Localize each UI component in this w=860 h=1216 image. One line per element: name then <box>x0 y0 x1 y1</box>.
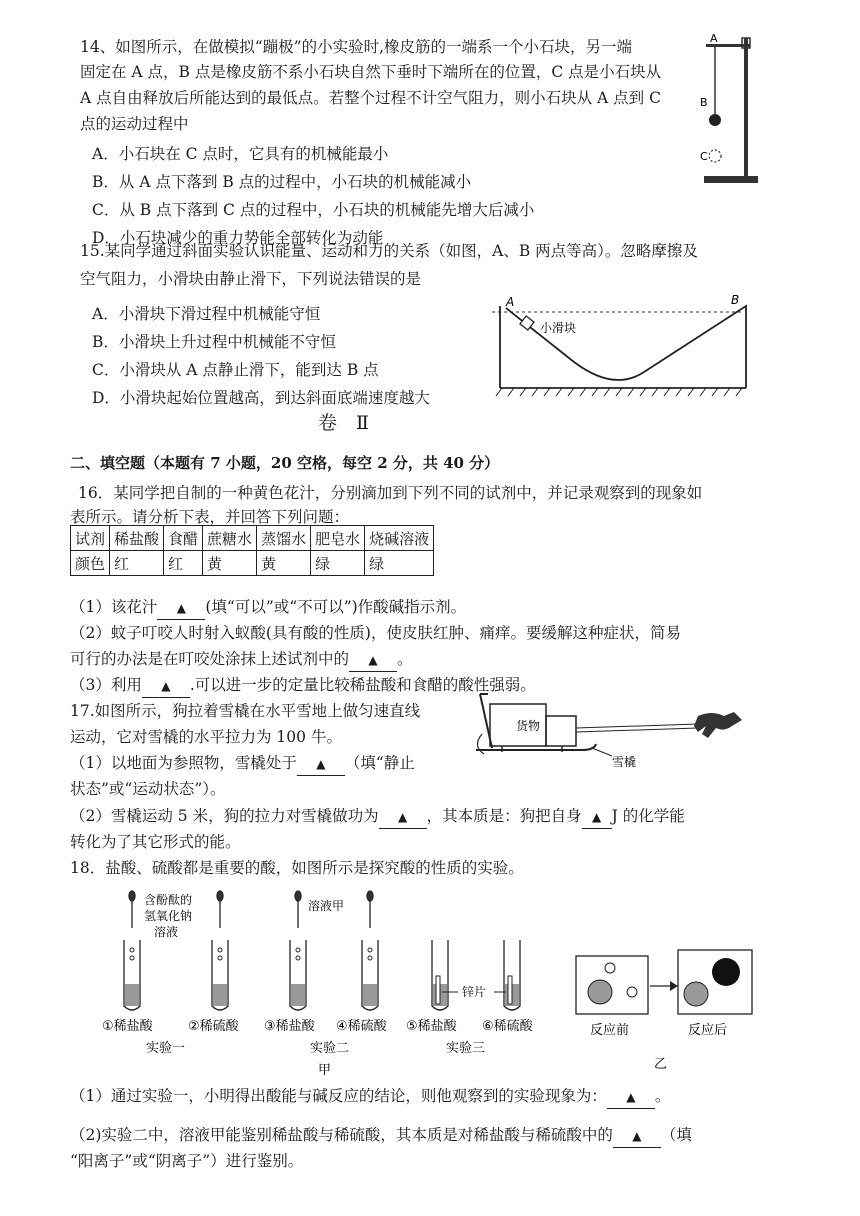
table-cell: 绿 <box>311 551 365 576</box>
table-cell: 绿 <box>365 551 434 576</box>
q18-label-jia: 甲 <box>318 1063 332 1078</box>
answer-blank[interactable] <box>582 805 612 829</box>
blank-marker: ▲ <box>161 679 171 693</box>
q18-label-naoh2: 氢氧化钠 <box>144 909 193 923</box>
table-cell: 试剂 <box>71 526 110 551</box>
section2-title: 二、填空题（本题有 7 小题，20 空格，每空 2 分，共 40 分） <box>70 454 500 472</box>
q18-tube-3: ③稀盐酸 <box>264 1019 315 1034</box>
q17-sub1-post: （填“静止 <box>344 754 415 772</box>
answer-blank[interactable] <box>349 648 397 672</box>
q18-label-zinc: 锌片 <box>462 985 487 999</box>
q17-sub2-line1 <box>70 805 685 829</box>
q18-sub1-pre: （1）通过实验一，小明得出酸能与碱反应的结论，则他观察到的实验现象为： <box>70 1087 607 1105</box>
q14-stem-line2: 固定在 A 点，B 点是橡皮筋不系小石块自然下垂时下端所在的位置，C 点是小石块从 <box>80 63 662 81</box>
table-cell: 黄 <box>257 551 311 576</box>
q18-label-exp1: 实验一 <box>146 1041 186 1056</box>
q16-sub1-pre: （1）该花汁 <box>70 598 158 616</box>
q18-tube-5: ⑤稀盐酸 <box>406 1019 457 1034</box>
q16-sub1-post: (填“可以”或“不可以”)作酸碱指示剂。 <box>205 598 467 616</box>
q18-label-exp3: 实验三 <box>446 1041 486 1056</box>
q18-stem: 18．盐酸、硫酸都是重要的酸，如图所示是探究酸的性质的实验。 <box>70 859 524 877</box>
blank-marker: ▲ <box>368 653 378 667</box>
q18-tube-2: ②稀硫酸 <box>188 1019 239 1034</box>
table-cell: 肥皂水 <box>311 526 365 551</box>
q16-sub3-post: .可以进一步的定量比较稀盐酸和食醋的酸性强弱。 <box>189 676 536 694</box>
q15-option-b: B．小滑块上升过程中机械能不守恒 <box>92 333 336 351</box>
q17-sub1-pre: （1）以地面为参照物，雪橇处于 <box>70 754 297 772</box>
q18-label-yi: 乙 <box>654 1057 668 1072</box>
q15-label-block: 小滑块 <box>540 321 577 335</box>
q14-option-d: D．小石块减少的重力势能全部转化为动能 <box>92 229 384 247</box>
q15-label-a: A <box>506 295 515 309</box>
incline-track-figure <box>484 292 764 402</box>
table-row <box>71 551 434 576</box>
q16-sub2-line2 <box>70 648 413 672</box>
blank-marker: ▲ <box>626 1090 636 1104</box>
q18-sub2-post: （填 <box>660 1126 692 1144</box>
q17-sub1-line2: 状态”或“运动状态”）。 <box>70 780 226 798</box>
q15-option-c: C．小滑块从 A 点静止滑下，能到达 B 点 <box>92 361 379 379</box>
table-cell: 稀盐酸 <box>110 526 164 551</box>
q14-option-b: B．从 A 点下落到 B 点的过程中，小石块的机械能减小 <box>92 173 472 191</box>
q14-stem-line3: A 点自由释放后所能达到的最低点。若整个过程不计空气阻力，则小石块从 A 点到 C <box>80 89 661 107</box>
q17-sub1-line1 <box>70 752 415 776</box>
q18-sub2-line1 <box>70 1124 692 1148</box>
q18-label-after: 反应后 <box>688 1023 728 1038</box>
q14-stem-line4: 点的运动过程中 <box>80 115 189 133</box>
q17-stem-line2: 运动，它对雪橇的水平拉力为 100 牛。 <box>70 728 342 746</box>
q15-option-a: A．小滑块下滑过程中机械能守恒 <box>92 305 321 323</box>
answer-blank[interactable] <box>142 674 190 698</box>
q18-tube-1: ①稀盐酸 <box>102 1019 153 1034</box>
q14-option-c: C．从 B 点下落到 C 点的过程中，小石块的机械能先增大后减小 <box>92 201 535 219</box>
table-cell: 食醋 <box>164 526 203 551</box>
table-cell: 红 <box>164 551 203 576</box>
q14-stem-line1: 14、如图所示，在做模拟“蹦极”的小实验时,橡皮筋的一端系一个小石块，另一端 <box>80 38 633 56</box>
q14-label-b: B <box>700 96 708 109</box>
q17-label-cargo: 货物 <box>516 719 541 733</box>
blank-marker: ▲ <box>176 601 186 615</box>
q18-label-naoh3: 溶液 <box>154 925 179 939</box>
q18-sub1-post: 。 <box>654 1087 671 1105</box>
q16-sub2-post: 。 <box>397 650 413 668</box>
q18-sub1 <box>70 1085 670 1109</box>
q16-sub2-line1: （2）蚊子叮咬人时射入蚁酸(具有酸的性质)，使皮肤红肿、痛痒。要缓解这种症状，简易 <box>70 624 681 642</box>
blank-marker: ▲ <box>632 1129 642 1143</box>
bungee-stand-figure <box>692 30 770 190</box>
answer-blank[interactable] <box>607 1085 655 1109</box>
blank-marker: ▲ <box>591 810 602 824</box>
q18-label-before: 反应前 <box>590 1023 630 1038</box>
q16-stem-line2: 表所示。请分析下表，并回答下列问题： <box>70 508 350 526</box>
table-row <box>71 526 434 551</box>
blank-marker: ▲ <box>316 757 326 771</box>
q17-label-sled: 雪橇 <box>612 755 637 769</box>
part2-title: 卷 Ⅱ <box>318 412 369 434</box>
q18-sub2-pre: （2)实验二中，溶液甲能鉴别稀盐酸与稀硫酸，其本质是对稀盐酸与稀硫酸中的 <box>70 1126 613 1144</box>
table-cell: 蒸馏水 <box>257 526 311 551</box>
q16-sub3-pre: （3）利用 <box>70 676 142 694</box>
answer-blank[interactable] <box>613 1124 661 1148</box>
q16-stem-line1: 16．某同学把自制的一种黄色花汁，分别滴加到下列不同的试剂中，并记录观察到的现象如 <box>78 484 703 502</box>
blank-marker: ▲ <box>397 810 408 824</box>
q18-label-solution-a: 溶液甲 <box>308 899 345 913</box>
q18-tube-4: ④稀硫酸 <box>336 1019 387 1034</box>
table-cell: 红 <box>110 551 164 576</box>
q16-sub1 <box>70 596 466 620</box>
answer-blank[interactable] <box>297 752 345 776</box>
q15-stem-line2: 空气阻力，小滑块由静止滑下，下列说法错误的是 <box>80 270 422 288</box>
dog-sled-figure <box>462 686 762 786</box>
q14-label-c: C <box>700 150 708 163</box>
q14-label-a: A <box>710 32 718 45</box>
table-cell: 颜色 <box>71 551 110 576</box>
q15-label-b: B <box>731 293 740 307</box>
q16-table <box>70 525 434 576</box>
q15-option-d: D．小滑块起始位置越高，到达斜面底端速度越大 <box>92 389 430 407</box>
q18-label-exp2: 实验二 <box>310 1041 350 1056</box>
table-cell: 烧碱溶液 <box>365 526 434 551</box>
q18-label-naoh1: 含酚酞的 <box>144 893 193 907</box>
answer-blank[interactable] <box>379 805 427 829</box>
q17-stem-line1: 17.如图所示，狗拉着雪橇在水平雪地上做匀速直线 <box>70 702 421 720</box>
q17-sub2-post: J 的化学能 <box>611 807 685 825</box>
answer-blank[interactable] <box>157 596 205 620</box>
table-cell: 蔗糖水 <box>203 526 257 551</box>
q17-sub2-line2: 转化为了其它形式的能。 <box>70 833 241 851</box>
q17-sub2-mid: ，其本质是：狗把自身 <box>426 807 582 825</box>
q16-sub2-pre: 可行的办法是在叮咬处涂抹上述试剂中的 <box>70 650 350 668</box>
table-cell: 黄 <box>203 551 257 576</box>
q15-stem-line1: 15.某同学通过斜面实验认识能量、运动和力的关系（如图，A、B 两点等高）。忽略摩擦及 <box>80 242 698 260</box>
q18-sub2-line2: “阳离子”或“阴离子”）进行鉴别。 <box>70 1152 304 1170</box>
acid-experiment-figure <box>80 888 760 1078</box>
q18-tube-6: ⑥稀硫酸 <box>482 1019 533 1034</box>
q17-sub2-pre: （2）雪橇运动 5 米，狗的拉力对雪橇做功为 <box>70 807 379 825</box>
q14-option-a: A．小石块在 C 点时，它具有的机械能最小 <box>92 145 389 163</box>
